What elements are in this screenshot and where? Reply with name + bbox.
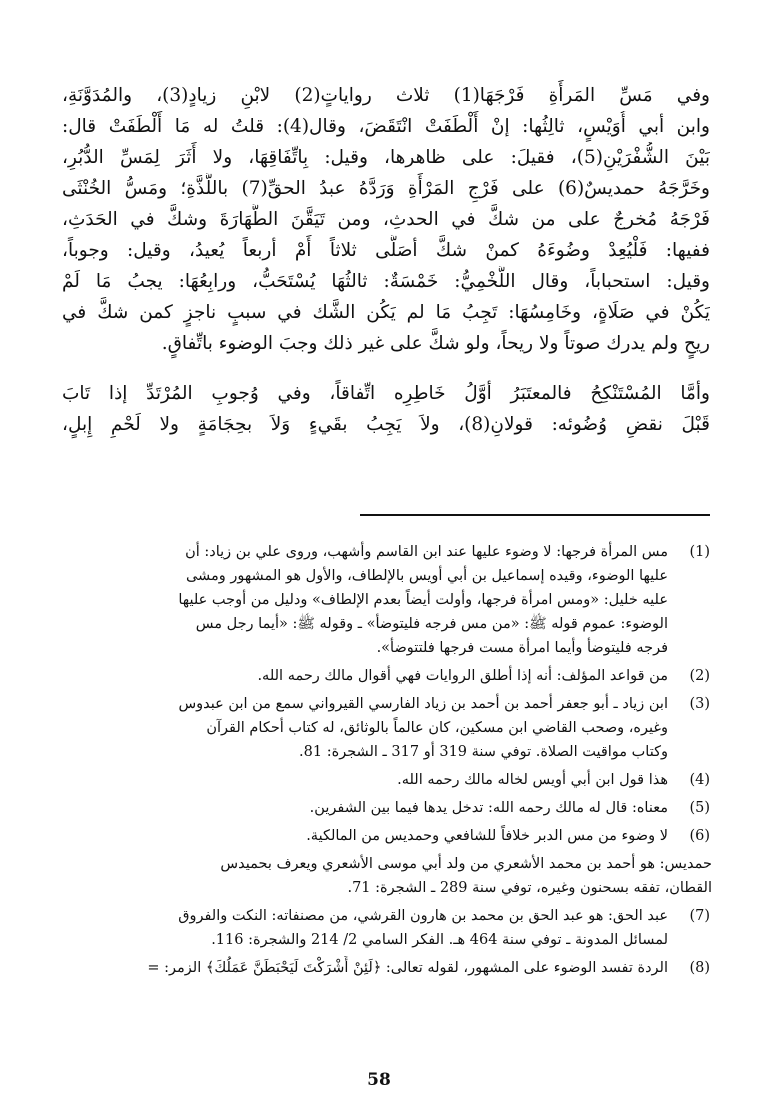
- text-line: وقيل: استحباباً، وقال اللَّخْمِيُّ: خَمْسَةٌ: ثالثُهَا يُسْتَحَبُّ، ورابِعُهَا: يجبُ مَا لَمْ: [62, 271, 710, 292]
- footnote-5: [56, 796, 710, 820]
- footnote-number: (5): [689, 800, 710, 816]
- footnote-7: [56, 904, 710, 952]
- footnote-number: (1): [689, 544, 710, 560]
- footnote-body: [56, 796, 668, 820]
- text-line: وأمَّا المُسْتَنْكِحُ فالمعتَبَرُ أوَّلُ خَاطِرِه اتِّفاقاً، وفي وُجوبِ المُرْتَدِّ إذا تَابَ: [62, 383, 710, 404]
- footnote-body: [56, 540, 668, 660]
- text-line: بَيْنَ الشُّفْرَيْنِ(5)، فقيلَ: على ظاهرها، وقيل: بِاتِّفَاقِهَا، ولا أَثَرَ لِمَسِّ الدُّبُرِ،: [62, 147, 710, 168]
- footnote-body: [56, 904, 668, 952]
- footnote-line: حمديس: هو أحمد بن محمد الأشعري من ولد أبي موسى الأشعري ويعرف بحميدس: [220, 856, 712, 872]
- footnote-line: من قواعد المؤلف: أنه إذا أطلق الروايات فهي أقوال مالك رحمه الله.: [257, 668, 668, 684]
- footnote-line: عليه خليل: «ومس امرأة فرجها، وأولت أيضاً بعدم الإلطاف» ودليل من أوجب عليها: [178, 592, 668, 608]
- footnote-body: [56, 956, 668, 980]
- footnote-number: (7): [689, 908, 710, 924]
- footnote-line: الوضوء: عموم قوله ﷺ: «من مس فرجه فليتوضأ» ـ وقوله ﷺ: «أيما رجل مس: [195, 616, 668, 632]
- footnote-line: هذا قول ابن أبي أويس لخاله مالك رحمه الله.: [397, 772, 668, 788]
- footnote-line: لا وضوء من مس الدبر خلافاً للشافعي وحمديس من المالكية.: [306, 828, 668, 844]
- text-line: ريحٍ ولم يدرك صوتاً ولا ريحاً، ولو شكَّ على غير ذلك وجبَ الوضوء باتِّفاقٍ.: [161, 333, 710, 354]
- text-line: وخَرَّجَهُ حمديسٌ(6) على فَرْجِ المَرْأَةِ وَرَدَّهُ عبدُ الحقِّ(7) باللَّذَّةِ؛ ومَسُّ الخُنْثَى: [62, 178, 710, 199]
- footnote-line: ابن زياد ـ أبو جعفر أحمد بن أحمد بن زياد الفارسي القيرواني سمع من ابن عبدوس: [178, 696, 668, 712]
- footnote-4: [56, 768, 710, 792]
- footnote-body: [56, 692, 668, 764]
- footnote-number: (6): [689, 828, 710, 844]
- footnote-8: [56, 956, 710, 980]
- footnotes: [56, 540, 710, 984]
- text-line: فَرْجَهُ مُخرجٌ على من شكَّ في الحدثِ، ومن تَيَقَّنَ الطَّهَارَةَ وشكَّ في الحَدَثِ،: [62, 209, 710, 230]
- footnote-line: مس المرأة فرجها: لا وضوء عليها عند ابن القاسم وأشهب، وروى علي بن زياد: أن: [185, 544, 668, 560]
- text-line: يَكُنْ في صَلَاةٍ، وخَامِسُهَا: تَجِبُ مَا لم يَكُن الشَّك في سببٍ ناجزٍ كمن شكَّ في: [62, 302, 710, 323]
- footnote-2: [56, 664, 710, 688]
- footnote-body: [56, 852, 712, 900]
- main-text: [62, 80, 710, 440]
- footnote-6-continuation: [56, 852, 712, 900]
- footnote-number: (4): [689, 772, 710, 788]
- footnote-body: [56, 768, 668, 792]
- footnote-3: [56, 692, 710, 764]
- text-line: وفي مَسِّ المَرأَةِ فَرْجَهَا(1) ثلاث رواياتٍ(2) لابْنِ زيادٍ(3)، والمُدَوَّنَةِ،: [62, 85, 710, 106]
- footnote-body: [56, 664, 668, 688]
- footnote-6: [56, 824, 710, 848]
- text-line: ففيها: فَلْيُعِدْ وضُوءَهُ كمنْ شكَّ أصَلَّى ثلاثاً أَمْ أربعاً يُعيدُ، وقيل: وجوباً،: [62, 240, 710, 261]
- page-number: 58: [367, 1070, 391, 1090]
- footnote-line: القطان، تفقه بسحنون وغيره، توفي سنة 289 ـ الشجرة: 71.: [347, 880, 712, 896]
- text-line: وابن أبي أُوَيْسٍ، ثالِثُها: إنْ أَلْطَفَتْ انْتَقَضَ، وقال(4): قلتُ له مَا أَلْطَفَتْ قال:: [62, 116, 710, 137]
- footnote-line: معناه: قال له مالك رحمه الله: تدخل يدها فيما بين الشفرين.: [309, 800, 668, 816]
- footnote-line: الردة تفسد الوضوء على المشهور، لقوله تعالى: ﴿لَئِنْ أَشْرَكْتَ لَيَحْبَطَنَّ عَمَلُكَ﴾ الزمر: =: [147, 960, 668, 976]
- footnote-number: (3): [689, 696, 710, 712]
- footnote-1: [56, 540, 710, 660]
- footnote-body: [56, 824, 668, 848]
- footnote-line: فرجه فليتوضأ وأيما امرأة مست فرجها فلتتوضأ».: [376, 640, 668, 656]
- footnote-number: (8): [689, 960, 710, 976]
- footnote-line: لمسائل المدونة ـ توفي سنة 464 هـ. الفكر السامي 2/ 214 والشجرة: 116.: [211, 932, 668, 948]
- footnote-number: (2): [689, 668, 710, 684]
- paragraph-1: [62, 80, 710, 359]
- footnote-line: وكتاب مواقيت الصلاة. توفي سنة 319 أو 317 ـ الشجرة: 81.: [299, 744, 668, 760]
- footnote-line: وغيره، وصحب القاضي ابن مسكين، كان عالماً بالوثائق، له كتاب أحكام القرآن: [206, 720, 668, 736]
- footnote-line: عبد الحق: هو عبد الحق بن محمد بن هارون القرشي، من مصنفاته: النكت والفروق: [178, 908, 668, 924]
- text-line: قَبْلَ نقضِ وُضُوئه: قولانِ(8)، ولاَ يَجِبُ بقَيءٍ وَلاَ بحِجَامَةٍ ولا لَحْمِ إِبلٍ،: [62, 414, 710, 435]
- paragraph-2: [62, 378, 710, 440]
- footnote-line: عليها الوضوء، وقيده إسماعيل بن أبي أويس بالإلطاف، والأول هو المشهور ومشى: [185, 568, 668, 584]
- footnote-separator: [360, 514, 710, 516]
